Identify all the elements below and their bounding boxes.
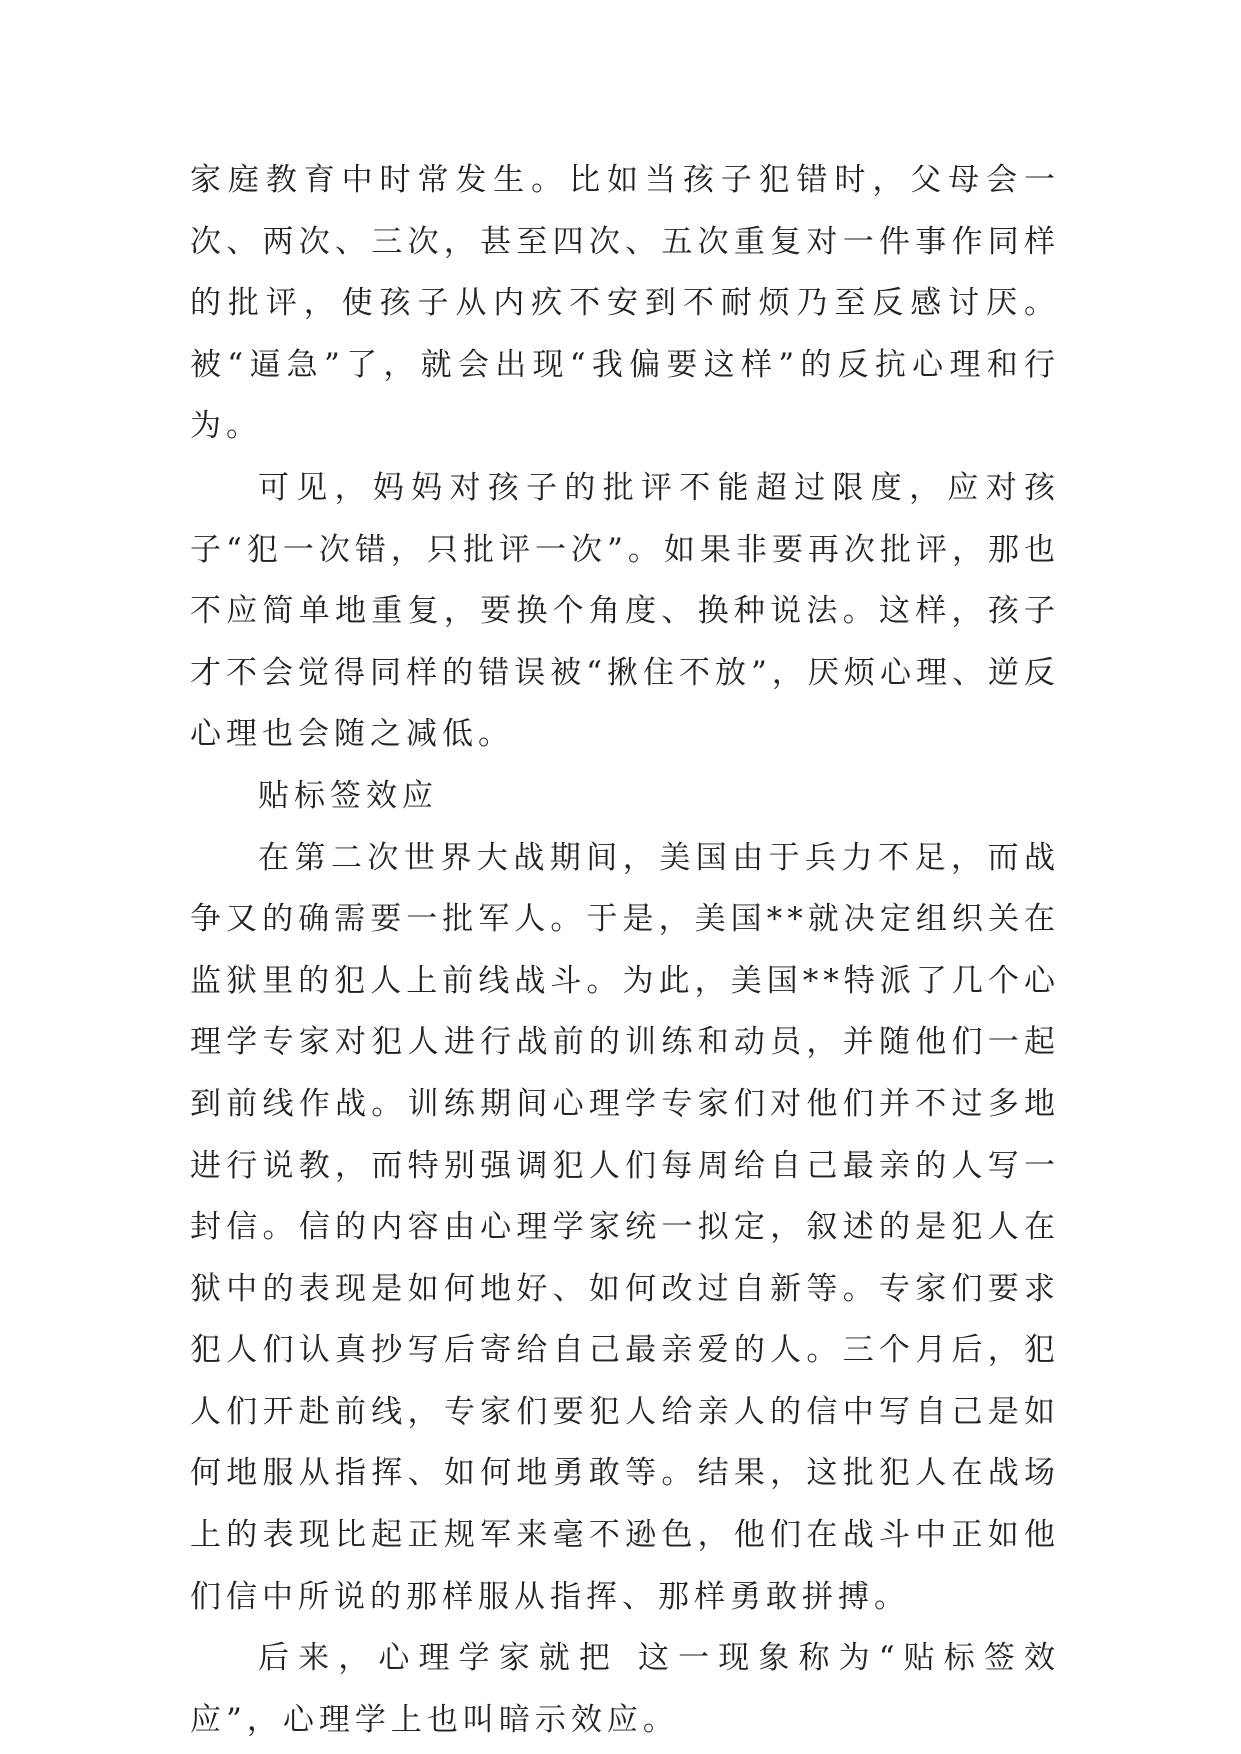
paragraph-continuation: 家庭教育中时常发生。比如当孩子犯错时，父母会一次、两次、三次，甚至四次、五次重复对一件事作同样的批评，使孩子从内疚不安到不耐烦乃至反感讨厌。被“逼急”了，就会出现“我偏要这样”的反抗心理和行为。 [190,162,1060,445]
section-heading-labeling-effect: 贴标签效应 [258,777,438,814]
paragraph-conclusion: 后来，心理学家就把 这一现象称为“贴标签效应”，心理学上也叫暗示效应。 [190,1640,1060,1738]
document-body [190,150,1060,1751]
paragraph-wwii-story: 在第二次世界大战期间，美国由于兵力不足，而战争又的确需要一批军人。于是，美国**就决定组织关在监狱里的犯人上前线战斗。为此，美国**特派了几个心理学专家对犯人进行战前的训练和动员，并随他们一起到前线作战。训练期间心理学专家们对他们并不过多地进行说教，而特别强调犯人们每周给自己最亲的人写一封信。信的内容由心理学家统一拟定，叙述的是犯人在狱中的表现是如何地好、如何改过自新等。专家们要求犯人们认真抄写后寄给自己最亲爱的人。三个月后，犯人们开赴前线，专家们要犯人给亲人的信中写自己是如何地服从指挥、如何地勇敢等。结果，这批犯人在战场上的表现比起正规军来毫不逊色，他们在战斗中正如他们信中所说的那样服从指挥、那样勇敢拼搏。 [190,839,1060,1615]
paragraph-criticism-limit: 可见，妈妈对孩子的批评不能超过限度，应对孩子“犯一次错，只批评一次”。如果非要再次批评，那也不应简单地重复，要换个角度、换种说法。这样，孩子才不会觉得同样的错误被“揪住不放”，厌烦心理、逆反心理也会随之减低。 [190,469,1060,753]
